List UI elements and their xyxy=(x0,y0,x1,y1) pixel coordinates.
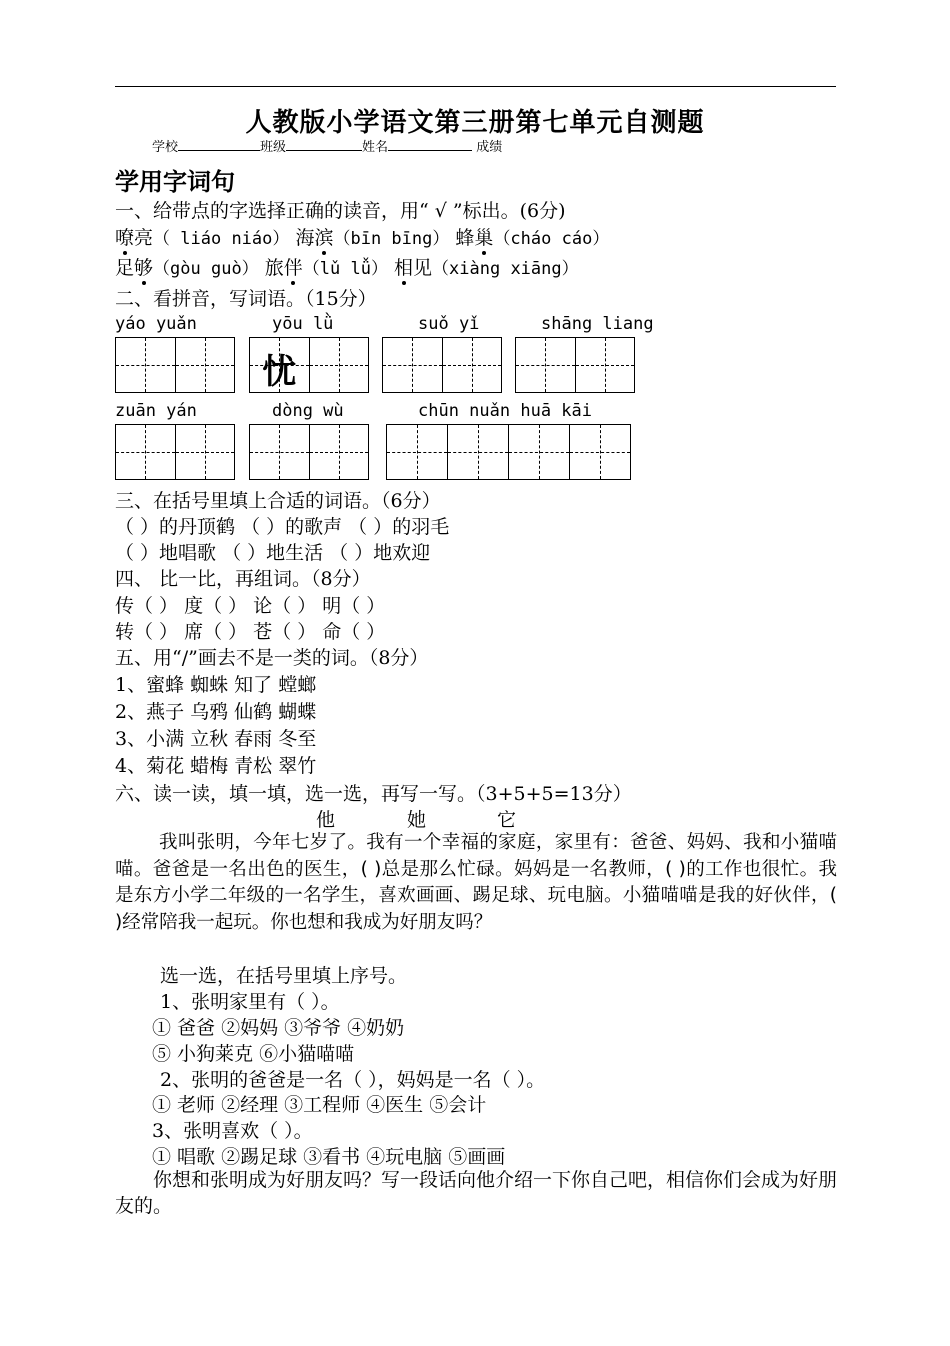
q3-line2[interactable]: （ ）地唱歌 （ ）地生活 （ ）地欢迎 xyxy=(115,542,431,564)
q1-word: 足够 xyxy=(115,257,153,279)
pinyin-label: yáo yuǎn xyxy=(115,314,197,334)
writing-grid[interactable] xyxy=(115,337,235,393)
score-label: 成绩 xyxy=(476,140,503,155)
q5-item[interactable]: 4、菊花 蜡梅 青松 翠竹 xyxy=(115,755,317,777)
class-label: 班级 xyxy=(260,140,287,155)
q2-title: 二、看拼音，写词语。（15分） xyxy=(115,288,377,310)
select-options: ① 爸爸 ②妈妈 ③爷爷 ④奶奶 xyxy=(152,1017,405,1039)
pinyin-label: zuān yán xyxy=(115,401,197,421)
q5-item[interactable]: 2、燕子 乌鸦 仙鹤 蝴蝶 xyxy=(115,701,317,723)
given-character: 忧 xyxy=(262,352,297,392)
writing-grid[interactable] xyxy=(115,424,235,480)
q3-title: 三、在括号里填上合适的词语。（6分） xyxy=(115,490,441,512)
pinyin-label: dòng wù xyxy=(272,401,344,421)
q1-pinyin-choice[interactable]: （gòu guò） xyxy=(153,259,259,279)
q1-word: 嘹亮 xyxy=(115,227,153,249)
select-instruction: 选一选，在括号里填上序号。 xyxy=(160,965,408,987)
writing-grid[interactable] xyxy=(382,337,502,393)
writing-grid[interactable] xyxy=(515,337,635,393)
q1-word: 海滨 xyxy=(295,227,333,249)
writing-grid[interactable] xyxy=(249,424,369,480)
select-question-1[interactable]: 1、张明家里有（ ）。 xyxy=(160,991,340,1013)
q5-item[interactable]: 3、小满 立秋 春雨 冬至 xyxy=(115,728,317,750)
reading-passage: 我叫张明，今年七岁了。我有一个幸福的家庭，家里有：爸爸、妈妈、我和小猫喵喵。爸爸是一名出色的医生，( )总是那么忙碌。妈妈是一名教师，( )的工作也很忙。我是东方小学二年级的一名学生，喜欢画画、踢足球、玩电脑。小猫喵喵是我的好伙伴，( )经常陪我一起玩。你也想和我成为好朋友吗？ xyxy=(115,832,837,933)
q5-item[interactable]: 1、蜜蜂 蜘蛛 知了 螳螂 xyxy=(115,674,317,696)
q1-word: 旅伴 xyxy=(265,257,303,279)
pinyin-label: chūn nuǎn huā kāi xyxy=(418,401,592,421)
q1-word: 相见 xyxy=(394,257,432,279)
q1-pinyin-choice[interactable]: （bīn bīng） xyxy=(333,229,450,249)
pronoun-option: 它 xyxy=(497,809,517,831)
q1-title: 一、给带点的字选择正确的读音，用“ √ ”标出。(6分) xyxy=(115,200,566,222)
q3-line1[interactable]: （ ）的丹顶鹤 （ ）的歌声 （ ）的羽毛 xyxy=(115,516,450,538)
q6-title: 六、读一读，填一填，选一选，再写一写。（3+5+5=13分） xyxy=(115,783,632,805)
q4-line2[interactable]: 转（ ） 席（ ） 苍（ ） 命（ ） xyxy=(115,621,386,643)
writing-prompt: 你想和张明成为好朋友吗？写一段话向他介绍一下你自己吧，相信你们会成为好朋友的。 xyxy=(115,1169,838,1217)
name-label: 姓名 xyxy=(362,140,389,155)
q4-line1[interactable]: 传（ ） 度（ ） 论（ ） 明（ ） xyxy=(115,595,386,617)
class-field[interactable] xyxy=(286,138,362,151)
school-label: 学校 xyxy=(152,140,179,155)
writing-grid[interactable] xyxy=(249,337,369,393)
name-field[interactable] xyxy=(388,138,472,151)
pronoun-option: 他 xyxy=(316,809,336,831)
page-title: 人教版小学语文第三册第七单元自测题 xyxy=(245,108,705,138)
pinyin-label: shāng liang xyxy=(541,314,654,334)
select-options: ① 老师 ②经理 ③工程师 ④医生 ⑤会计 xyxy=(152,1094,487,1116)
q1-word: 蜂巢 xyxy=(455,227,493,249)
q1-pinyin-choice[interactable]: （ liáo niáo） xyxy=(153,229,290,249)
q5-title: 五、用“/”画去不是一类的词。（8分） xyxy=(115,647,429,669)
select-options: ① 唱歌 ②踢足球 ③看书 ④玩电脑 ⑤画画 xyxy=(152,1146,506,1168)
pinyin-label: yōu lǜ xyxy=(272,314,334,334)
select-question-2[interactable]: 2、张明的爸爸是一名（ ），妈妈是一名（ ）。 xyxy=(160,1069,546,1091)
q1-row1 xyxy=(115,223,609,250)
top-rule xyxy=(115,86,836,87)
student-info-line xyxy=(152,136,502,155)
writing-grid[interactable] xyxy=(386,424,631,480)
select-options: ⑤ 小狗莱克 ⑥小猫喵喵 xyxy=(152,1043,355,1065)
q4-title: 四、 比一比，再组词。（8分） xyxy=(115,568,371,590)
section-heading: 学用字词句 xyxy=(115,168,235,196)
q1-row2 xyxy=(115,253,579,280)
select-question-3[interactable]: 3、张明喜欢（ ）。 xyxy=(152,1120,313,1142)
q1-pinyin-choice[interactable]: （cháo cáo） xyxy=(493,229,610,249)
pinyin-label: suǒ yǐ xyxy=(418,314,480,334)
school-field[interactable] xyxy=(178,138,260,151)
pronoun-option: 她 xyxy=(407,809,427,831)
q1-pinyin-choice[interactable]: （lǔ lǚ） xyxy=(302,259,388,279)
q1-pinyin-choice[interactable]: （xiàng xiāng） xyxy=(432,259,579,279)
